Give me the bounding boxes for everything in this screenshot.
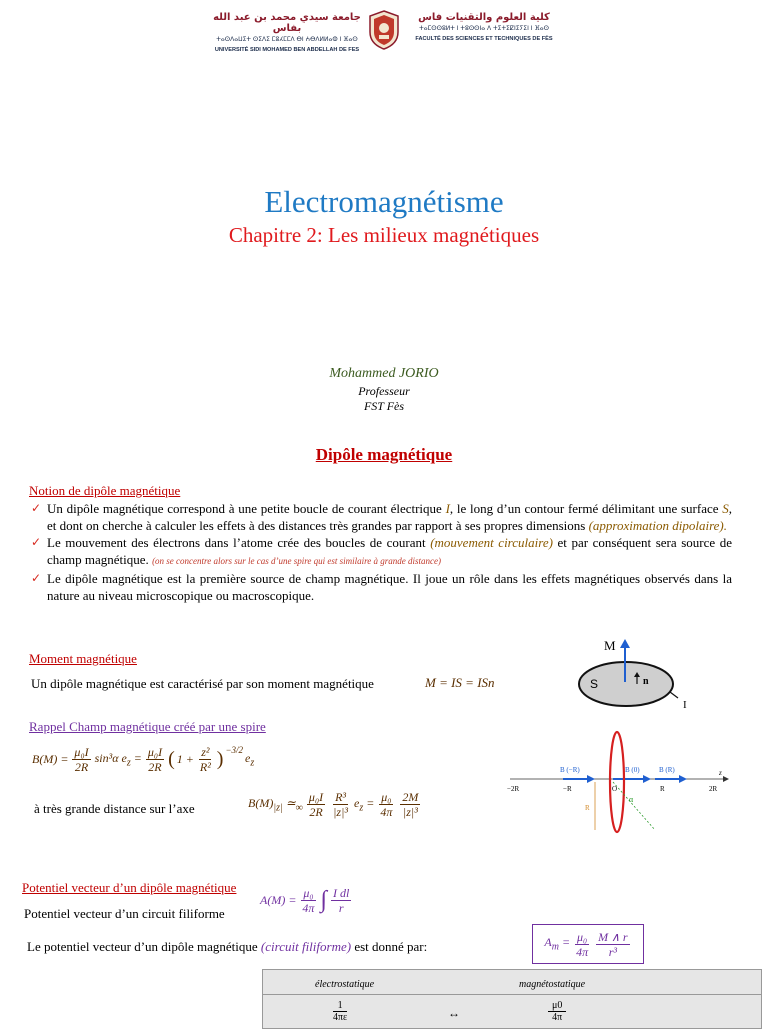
tick-label-r: R — [660, 785, 665, 793]
dipole-potential-equation-box — [532, 924, 644, 964]
fraction: $\frac{\text{z²}}{\text{R²}}$ — [199, 745, 211, 774]
fraction-denominator: 4πε — [333, 1012, 348, 1023]
spire-note: (on se concentre alors sur le cas d’une spire qui est similaire à grande distance) — [152, 556, 442, 566]
fraction-denominator: 4π — [552, 1012, 563, 1023]
text-segment: est donné par: — [351, 939, 428, 954]
university-emblem-icon — [368, 10, 400, 50]
filiform-note: (circuit filiforme) — [260, 939, 352, 954]
equation-term: ) — [216, 748, 224, 770]
notion-heading: Notion de dipôle magnétique — [29, 483, 181, 498]
table-divider — [263, 994, 761, 995]
field-label-r: B (R) — [659, 766, 675, 774]
notion-bullet-2 — [29, 534, 732, 570]
faculty-name-arabic: كلية العلوم والتقنيات فاس — [418, 12, 550, 23]
potentiel-heading: Potentiel vecteur d’un dipôle magnétique — [22, 880, 237, 895]
equation-term: 1 + — [176, 752, 194, 766]
fraction: $\frac{\text{μ₀}}{4\pi}$ — [380, 790, 393, 819]
normal-vector-label: n — [643, 676, 649, 687]
moment-equation — [425, 675, 495, 691]
circular-motion-note: (mouvement circulaire) — [430, 535, 553, 550]
far-field-text: à très grande distance sur l’axe — [34, 801, 195, 816]
axis-label-z: z — [719, 769, 722, 777]
equation-term: $e_z$ — [245, 750, 255, 769]
current-loop-figure — [572, 634, 702, 714]
university-name-arabic: جامعة سيدي محمد بن عبد الله بفاس — [213, 12, 361, 34]
author-name: Mohammed JORIO — [329, 366, 439, 381]
text-segment: , et dont on cherche à calculer les effets à des distances très grandes par rapport à ses propres dimensions — [47, 501, 732, 533]
text-segment: Le potentiel vecteur d’un dipôle magnétique — [27, 939, 261, 954]
angle-label: α — [629, 795, 634, 804]
text-segment: Un dipôle magnétique correspond à une petite boucle de courant électrique — [47, 501, 446, 516]
potentiel-line2 — [27, 938, 427, 955]
integral-sign: ∫ — [320, 887, 328, 913]
analogy-table — [262, 969, 762, 1029]
text-segment: Le mouvement des électrons dans l’atome crée des boucles de courant — [47, 535, 431, 550]
current-symbol: I — [445, 501, 450, 516]
fraction-numerator: μ0 — [548, 1000, 566, 1012]
faculty-name-french: FACULTÉ DES SCIENCES ET TECHNIQUES DE FÈS — [415, 36, 553, 42]
current-label: I — [683, 699, 687, 711]
fraction: $\frac{\text{μ₀I}}{2R}$ — [308, 790, 324, 819]
surface-label: S — [590, 677, 599, 691]
author-institution: FST Fès — [363, 399, 405, 413]
equation-lhs: A(M) = — [260, 893, 297, 907]
author-role: Professeur — [358, 384, 410, 398]
spire-field-equation — [32, 745, 254, 774]
text-segment: , le long d’un contour fermé délimitant une surface — [449, 501, 723, 516]
section-title: Dipôle magnétique — [315, 445, 453, 464]
table-header-electrostatic: électrostatique — [315, 979, 375, 990]
far-field-equation — [248, 790, 422, 819]
surface-symbol: S — [722, 501, 729, 516]
moment-heading: Moment magnétique — [29, 651, 137, 666]
page-title: Electromagnétisme — [264, 184, 504, 219]
equation-lhs: $A_m$ = — [544, 935, 571, 953]
spire-axis-figure — [505, 724, 730, 836]
magnetostatic-fraction — [548, 1000, 566, 1023]
fraction: $\frac{\text{I dl}}{r}$ — [333, 886, 350, 915]
equation-lhs: $B(M)_{|z|}$ $≃_\infty$ — [248, 795, 303, 814]
fraction: $\frac{2M}{\text{|z|³}}$ — [402, 790, 419, 819]
fraction: $\frac{\text{μ₀I}}{2R}$ — [74, 745, 89, 774]
text-segment: Le dipôle magnétique est la première source de champ magnétique. Il joue un rôle dans les effets magnétiques observés dans la nature au niveau microscopique ou macroscopique. — [47, 571, 732, 603]
notion-bullet-list — [29, 500, 732, 604]
circuit-potential-equation — [260, 886, 353, 915]
equation-lhs: B(M) = — [32, 752, 69, 766]
equation-term: sin³α $e_z$ = — [94, 750, 142, 769]
notion-bullet-3 — [29, 570, 732, 604]
moment-text: Un dipôle magnétique est caractérisé par son moment magnétique — [31, 676, 374, 691]
fraction: $\frac{\text{μ₀}}{4\pi}$ — [302, 886, 315, 915]
electrostatic-fraction — [333, 1000, 347, 1023]
table-header-magnetostatic: magnétostatique — [519, 979, 586, 990]
tick-label-2r: 2R — [709, 785, 718, 793]
field-label-0: B (0) — [625, 766, 640, 774]
potentiel-line1: Potentiel vecteur d’un circuit filiforme — [24, 906, 225, 921]
tick-label-minus-r: −R — [563, 785, 572, 793]
university-name-french: UNIVERSITÉ SIDI MOHAMED BEN ABDELLAH DE FES — [214, 47, 360, 53]
fraction: $\frac{\text{R³}}{\text{|z|³}}$ — [333, 790, 348, 819]
radius-label: R — [585, 804, 590, 812]
faculty-header-right — [404, 12, 564, 45]
fraction: $\frac{M \wedge r}{\text{r³}}$ — [598, 929, 628, 959]
dipolar-approx-note: (approximation dipolaire). — [588, 518, 728, 533]
fraction: $\frac{\text{μ₀}}{4\pi}$ — [576, 929, 589, 959]
tick-label-o: O — [612, 785, 618, 793]
university-name-tifinagh: ⵜⴰⵙⴷⴰⵡⵉⵜ ⵙⵉⴷⵉ ⵎⵓⵃⵎⵎⴷ ⴱⵏ ⵄⴱⴷⵍⵍⴰⵀ ⵏ ⴼⴰⵙ — [216, 36, 358, 43]
analogy-arrow-icon: ↔ — [448, 1006, 460, 1020]
equation-exponent: −3/2 — [225, 745, 244, 755]
faculty-name-tifinagh: ⵜⴰⵎⵙⵙⵓⵍⵜ ⵏ ⵜⵓⵙⵙⵏⴰ ⴷ ⵜⵉⵜⵉⵇⵏⵉⵢⵉⵏ ⵏ ⴼⴰⵙ — [419, 25, 549, 32]
equation-term: $e_z$ = — [354, 795, 375, 814]
university-header-left — [208, 12, 366, 56]
fraction-numerator: 1 — [333, 1000, 347, 1012]
text-segment: et par conséquent sera source de champ magnétique. — [47, 535, 733, 567]
tick-label-minus-2r: −2R — [507, 785, 520, 793]
fraction: $\frac{\text{μ₀I}}{2R}$ — [147, 745, 163, 774]
moment-formula: M = IS = ISn — [425, 675, 495, 690]
field-label-minus-r: B (−R) — [560, 766, 580, 774]
equation-term: ( — [168, 748, 175, 770]
page-subtitle: Chapitre 2: Les milieux magnétiques — [228, 223, 540, 247]
rappel-heading: Rappel Champ magnétique créé par une spire — [29, 719, 266, 734]
moment-vector-label: M — [604, 638, 616, 653]
notion-bullet-1 — [29, 500, 732, 534]
